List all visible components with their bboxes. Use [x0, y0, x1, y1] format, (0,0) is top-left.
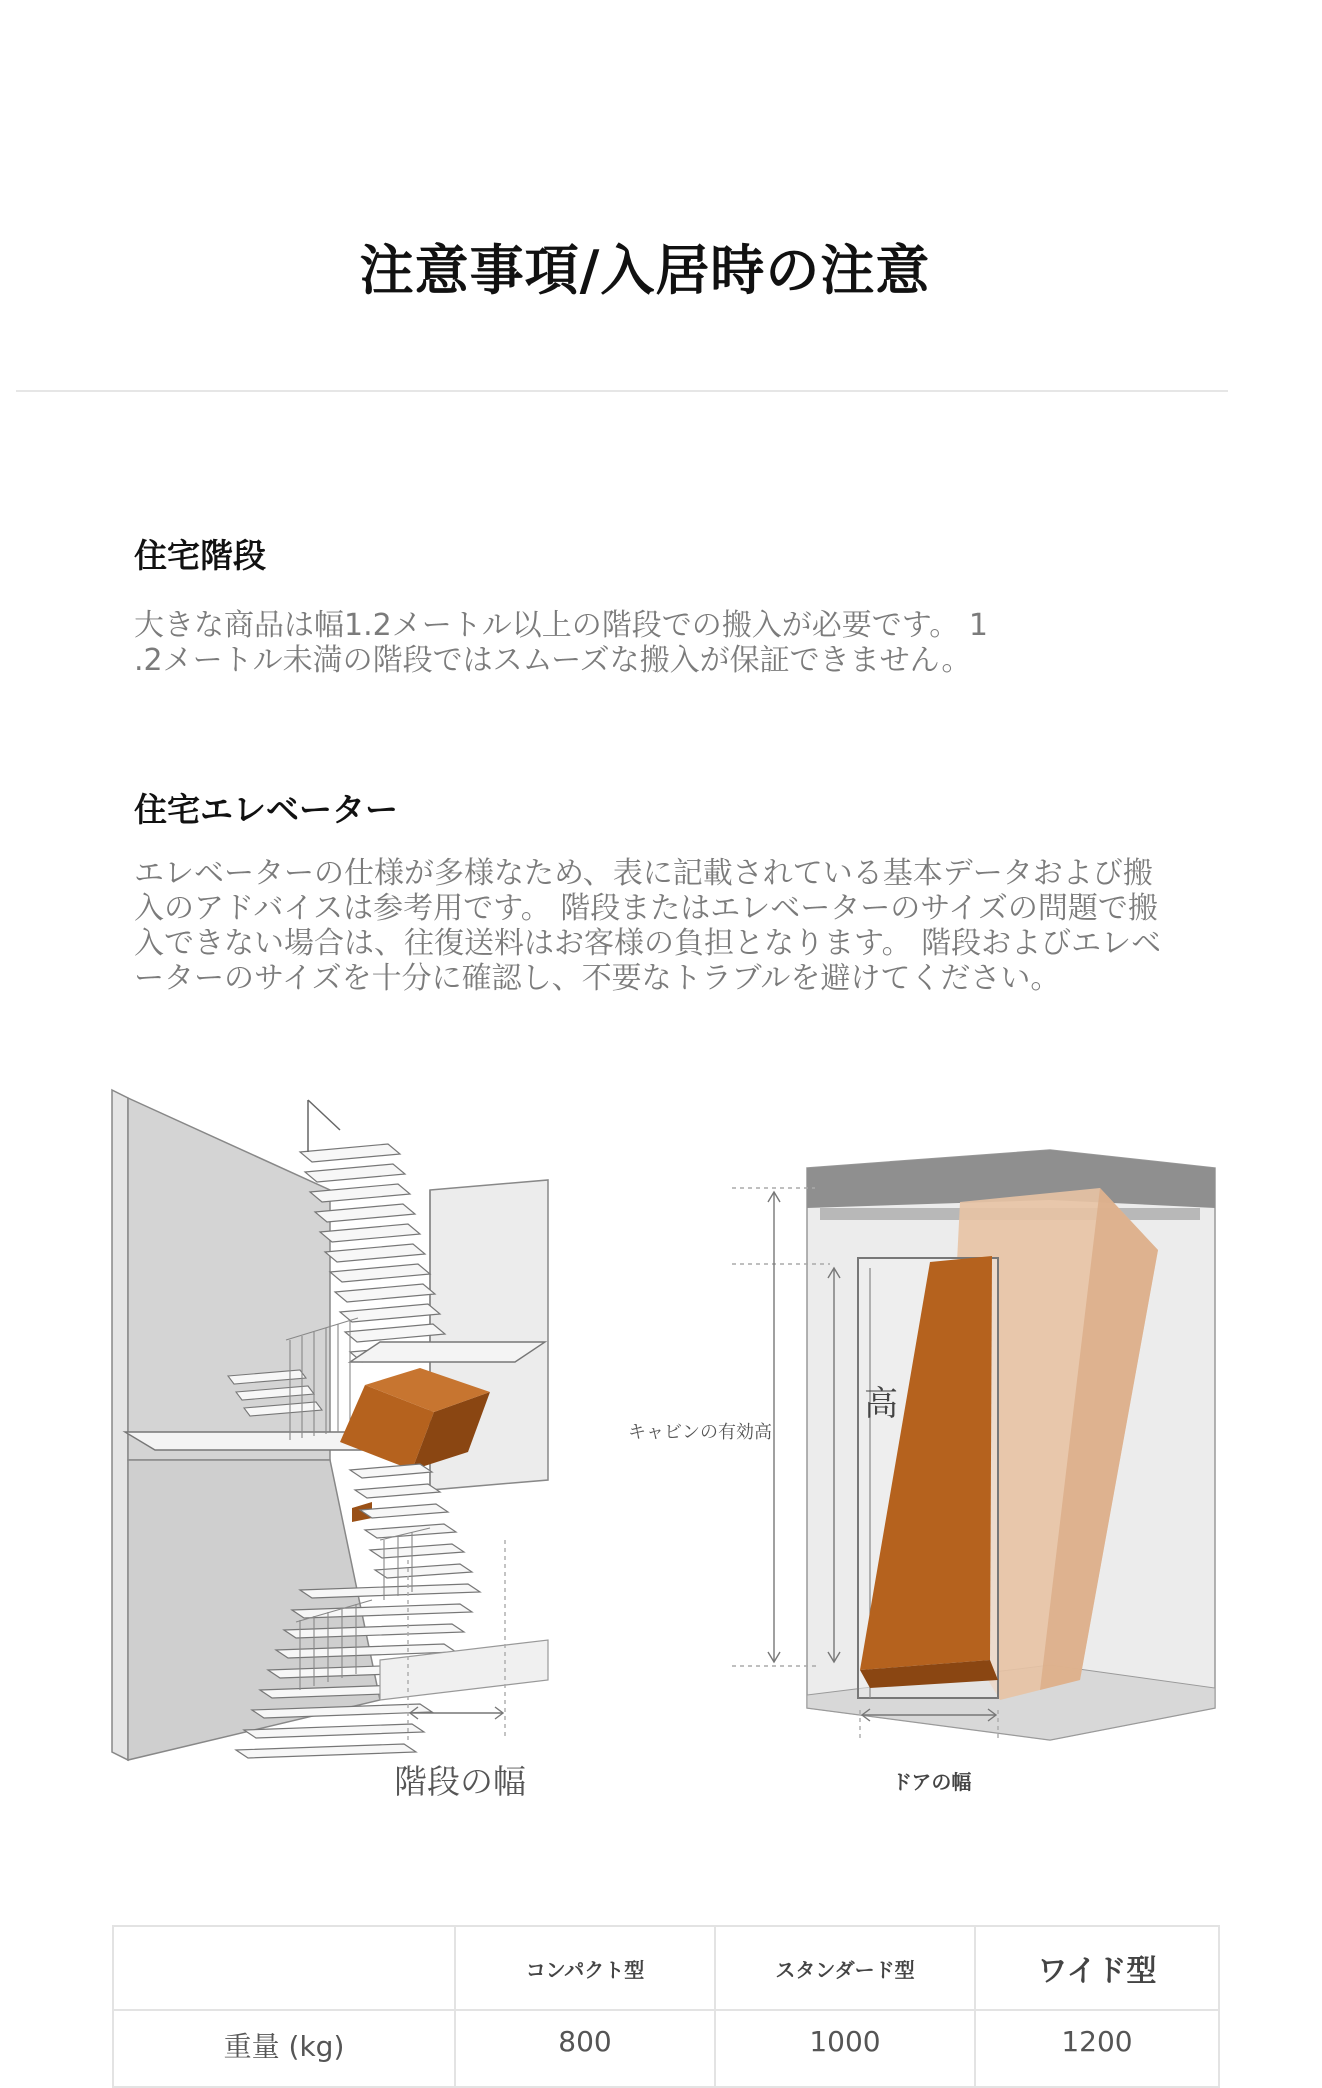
table-cell: 1000 [715, 2010, 975, 2087]
elevator-description [134, 856, 1230, 996]
section-divider [16, 390, 1228, 392]
elevator-description-line: 入できない場合は、往復送料はお客様の負担となります。 階段およびエレベ [134, 926, 1162, 961]
stairs-heading: 住宅階段 [134, 536, 266, 575]
height-glyph-label: 高 [864, 1384, 898, 1424]
stairs-description-line: 大きな商品は幅1.2メートル以上の階段での搬入が必要です。 1 [134, 608, 988, 643]
door-width-caption: ドアの幅 [892, 1770, 972, 1794]
elevator-spec-table [112, 1925, 1220, 2088]
table-header-cell: ワイド型 [975, 1926, 1219, 2010]
elevator-description-line: エレベーターの仕様が多様なため、表に記載されている基本データおよび搬 [134, 856, 1153, 891]
stairs-description-line: .2メートル未満の階段ではスムーズな搬入が保証できません。 [134, 643, 972, 678]
table-cell: 800 [455, 2010, 715, 2087]
elevator-description-line: 入のアドバイスは参考用です。 階段またはエレベーターのサイズの問題で搬 [134, 891, 1158, 926]
table-row [113, 2010, 1219, 2087]
page-title: 注意事項/入居時の注意 [359, 239, 931, 302]
elevator-description-line: ーターのサイズを十分に確認し、不要なトラブルを避けてください。 [134, 961, 1061, 996]
stairs-description [134, 608, 1230, 678]
table-header-cell [113, 1926, 455, 2010]
table-header-row [113, 1926, 1219, 2010]
table-cell: 重量 (kg) [113, 2010, 455, 2087]
table-header-cell: コンパクト型 [455, 1926, 715, 2010]
staircase-illustration [112, 1090, 548, 1760]
elevator-illustration [732, 1150, 1215, 1740]
table-header-cell: スタンダード型 [715, 1926, 975, 2010]
table-cell: 1200 [975, 2010, 1219, 2087]
stairs-width-caption: 階段の幅 [394, 1762, 526, 1801]
cabin-height-label: キャビンの有効高 [628, 1422, 772, 1443]
elevator-heading: 住宅エレベーター [134, 790, 398, 829]
